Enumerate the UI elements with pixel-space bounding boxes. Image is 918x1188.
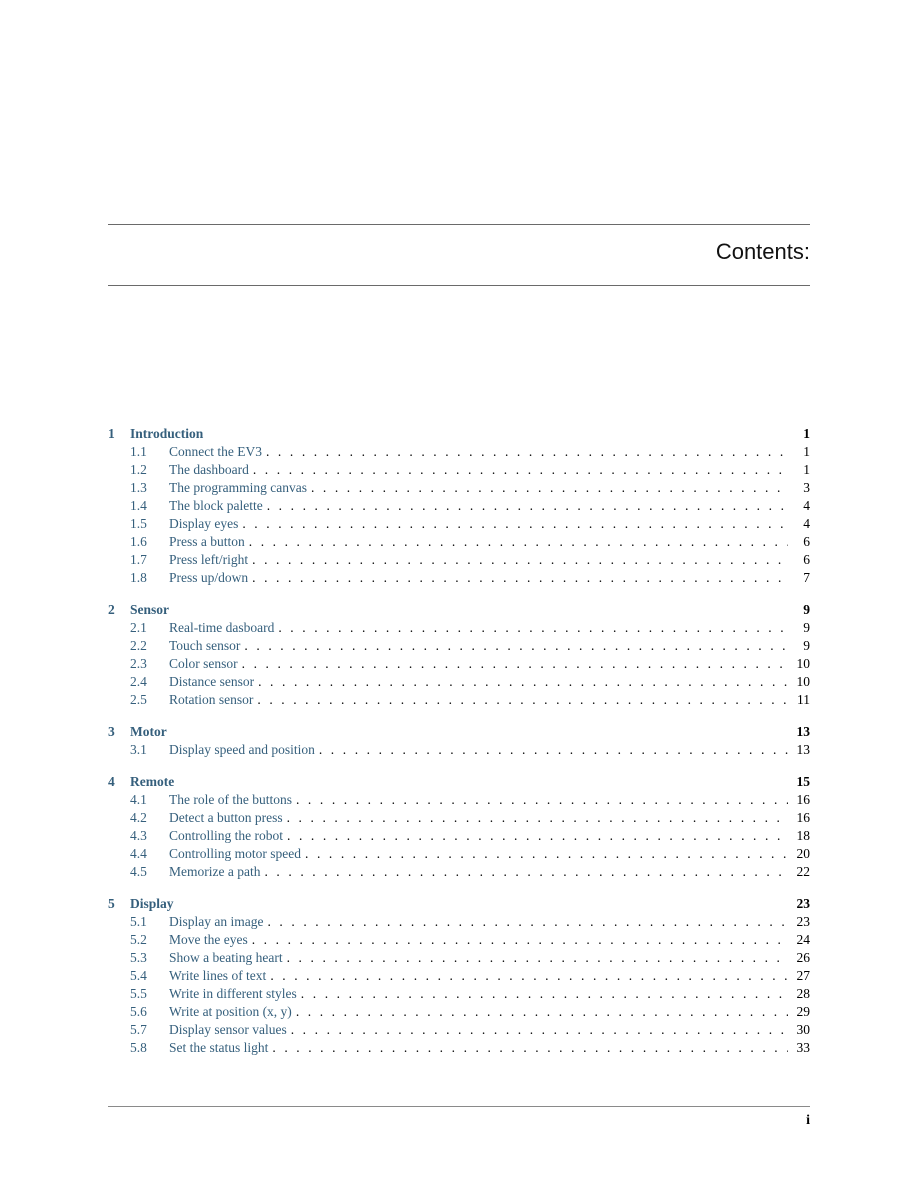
chapter-number[interactable]: 3 [108, 724, 115, 739]
toc-section-entry[interactable] [108, 673, 810, 691]
chapter-page-number: 13 [796, 724, 810, 739]
title-rule [108, 285, 810, 286]
section-number[interactable]: 2.1 [130, 620, 147, 635]
toc-section-entry[interactable] [108, 569, 810, 587]
toc-chapter [108, 425, 810, 587]
section-number[interactable]: 4.3 [130, 828, 147, 843]
section-title-link[interactable]: Color sensor [169, 655, 242, 673]
section-number[interactable]: 1.5 [130, 516, 147, 531]
toc-section-entry[interactable] [108, 497, 810, 515]
section-page-number: 30 [796, 1022, 810, 1037]
dot-leader [278, 619, 788, 637]
chapter-page-number: 23 [796, 896, 810, 911]
toc-section-entry[interactable] [108, 741, 810, 759]
toc-section-entry[interactable] [108, 1039, 810, 1057]
toc-chapter-entry[interactable] [108, 601, 810, 619]
section-page-number: 9 [803, 620, 810, 635]
toc-chapter [108, 773, 810, 881]
section-title-link[interactable]: Press a button [169, 533, 249, 551]
toc-section-entry[interactable] [108, 791, 810, 809]
section-number[interactable]: 2.2 [130, 638, 147, 653]
dot-leader [257, 691, 788, 709]
toc-section-entry[interactable] [108, 533, 810, 551]
section-title-link[interactable]: The role of the buttons [169, 791, 296, 809]
section-title-link[interactable]: Press left/right [169, 551, 252, 569]
chapter-page-number: 9 [803, 602, 810, 617]
toc-section-entry[interactable] [108, 619, 810, 637]
section-number[interactable]: 1.8 [130, 570, 147, 585]
section-number[interactable]: 2.5 [130, 692, 147, 707]
section-title-link[interactable]: Move the eyes [169, 931, 252, 949]
section-page-number: 18 [796, 828, 810, 843]
toc-section-entry[interactable] [108, 515, 810, 533]
section-page-number: 23 [796, 914, 810, 929]
toc-section-entry[interactable] [108, 809, 810, 827]
section-number[interactable]: 4.2 [130, 810, 147, 825]
section-page-number: 6 [803, 552, 810, 567]
toc-section-entry[interactable] [108, 637, 810, 655]
dot-leader [252, 931, 788, 949]
section-page-number: 10 [796, 674, 810, 689]
toc-section-entry[interactable] [108, 845, 810, 863]
section-title-link[interactable]: Touch sensor [169, 637, 244, 655]
section-title-link[interactable]: Show a beating heart [169, 949, 287, 967]
section-number[interactable]: 4.1 [130, 792, 147, 807]
section-page-number: 16 [796, 792, 810, 807]
section-number[interactable]: 2.3 [130, 656, 147, 671]
section-title-link[interactable]: Distance sensor [169, 673, 258, 691]
toc-chapter [108, 601, 810, 709]
dot-leader [252, 551, 788, 569]
dot-leader [291, 1021, 788, 1039]
toc-section-entry[interactable] [108, 913, 810, 931]
section-page-number: 16 [796, 810, 810, 825]
section-title-link[interactable]: Display sensor values [169, 1021, 291, 1039]
chapter-number[interactable]: 1 [108, 426, 115, 441]
section-page-number: 9 [803, 638, 810, 653]
chapter-number[interactable]: 5 [108, 896, 115, 911]
section-page-number: 27 [796, 968, 810, 983]
toc-section-entry[interactable] [108, 655, 810, 673]
section-page-number: 28 [796, 986, 810, 1001]
dot-leader [242, 515, 788, 533]
dot-leader [264, 863, 788, 881]
section-number[interactable]: 5.2 [130, 932, 147, 947]
toc-section-entry[interactable] [108, 863, 810, 881]
dot-leader [267, 497, 788, 515]
section-page-number: 1 [803, 444, 810, 459]
page-title: Contents: [715, 239, 810, 264]
document-page [108, 0, 810, 1188]
section-number[interactable]: 3.1 [130, 742, 147, 757]
chapter-title-link[interactable]: Display [130, 896, 174, 911]
dot-leader [311, 479, 788, 497]
toc-chapter-entry[interactable] [108, 425, 810, 443]
dot-leader [287, 949, 788, 967]
section-page-number: 11 [797, 692, 810, 707]
section-title-link[interactable]: The programming canvas [169, 479, 311, 497]
section-number[interactable]: 5.5 [130, 986, 147, 1001]
toc-section-entry[interactable] [108, 931, 810, 949]
dot-leader [258, 673, 788, 691]
section-title-link[interactable]: Set the status light [169, 1039, 272, 1057]
section-title-link[interactable]: Write at position (x, y) [169, 1003, 296, 1021]
section-page-number: 33 [796, 1040, 810, 1055]
toc-section-entry[interactable] [108, 691, 810, 709]
section-title-link[interactable]: Connect the EV3 [169, 443, 266, 461]
chapter-number[interactable]: 2 [108, 602, 115, 617]
section-number[interactable]: 5.7 [130, 1022, 147, 1037]
dot-leader [287, 809, 788, 827]
toc-chapter-entry[interactable] [108, 773, 810, 791]
section-title-link[interactable]: Display an image [169, 913, 267, 931]
toc-section-entry[interactable] [108, 1003, 810, 1021]
dot-leader [272, 1039, 788, 1057]
chapter-page-number: 15 [796, 774, 810, 789]
section-page-number: 3 [803, 480, 810, 495]
section-page-number: 26 [796, 950, 810, 965]
section-number[interactable]: 5.1 [130, 914, 147, 929]
section-number[interactable]: 4.4 [130, 846, 147, 861]
section-number[interactable]: 1.7 [130, 552, 147, 567]
dot-leader [242, 655, 788, 673]
section-number[interactable]: 1.6 [130, 534, 147, 549]
section-page-number: 1 [803, 462, 810, 477]
dot-leader [305, 845, 788, 863]
dot-leader [267, 913, 788, 931]
chapter-number[interactable]: 4 [108, 774, 115, 789]
section-number[interactable]: 5.3 [130, 950, 147, 965]
section-title-link[interactable]: Real-time dasboard [169, 619, 278, 637]
section-number[interactable]: 2.4 [130, 674, 147, 689]
chapter-title-link[interactable]: Remote [130, 774, 175, 789]
section-number[interactable]: 5.4 [130, 968, 147, 983]
toc-section-entry[interactable] [108, 551, 810, 569]
dot-leader [249, 533, 788, 551]
section-title-link[interactable]: Display eyes [169, 515, 242, 533]
chapter-title-link[interactable]: Sensor [130, 602, 170, 617]
toc-section-entry[interactable] [108, 967, 810, 985]
section-page-number: 10 [796, 656, 810, 671]
section-number[interactable]: 1.4 [130, 498, 147, 513]
section-title-link[interactable]: Rotation sensor [169, 691, 257, 709]
dot-leader [296, 791, 788, 809]
dot-leader [301, 985, 788, 1003]
table-of-contents [108, 425, 810, 1071]
section-page-number: 4 [803, 516, 810, 531]
section-number[interactable]: 1.2 [130, 462, 147, 477]
dot-leader [252, 569, 788, 587]
section-title-link[interactable]: The block palette [169, 497, 267, 515]
dot-leader [319, 741, 788, 759]
section-page-number: 20 [796, 846, 810, 861]
toc-section-entry[interactable] [108, 985, 810, 1003]
section-number[interactable]: 1.3 [130, 480, 147, 495]
toc-chapter [108, 723, 810, 759]
section-title-link[interactable]: Display speed and position [169, 741, 319, 759]
toc-section-entry[interactable] [108, 827, 810, 845]
section-title-link[interactable]: Memorize a path [169, 863, 264, 881]
section-title-link[interactable]: The dashboard [169, 461, 253, 479]
toc-section-entry[interactable] [108, 949, 810, 967]
section-page-number: 7 [803, 570, 810, 585]
section-number[interactable]: 5.6 [130, 1004, 147, 1019]
chapter-page-number: 1 [803, 426, 810, 441]
dot-leader [244, 637, 788, 655]
toc-chapter [108, 895, 810, 1057]
dot-leader [296, 1003, 788, 1021]
toc-section-entry[interactable] [108, 461, 810, 479]
section-page-number: 24 [796, 932, 810, 947]
section-number[interactable]: 4.5 [130, 864, 147, 879]
toc-section-entry[interactable] [108, 1021, 810, 1039]
toc-section-entry[interactable] [108, 479, 810, 497]
section-page-number: 22 [796, 864, 810, 879]
footer-rule [108, 1106, 810, 1107]
section-title-link[interactable]: Controlling motor speed [169, 845, 305, 863]
toc-chapter-entry[interactable] [108, 895, 810, 913]
section-page-number: 29 [796, 1004, 810, 1019]
section-page-number: 4 [803, 498, 810, 513]
dot-leader [270, 967, 788, 985]
section-title-link[interactable]: Write in different styles [169, 985, 301, 1003]
section-title-link[interactable]: Write lines of text [169, 967, 270, 985]
section-title-link[interactable]: Press up/down [169, 569, 252, 587]
chapter-title-link[interactable]: Introduction [130, 426, 204, 441]
toc-chapter-entry[interactable] [108, 723, 810, 741]
chapter-title-link[interactable]: Motor [130, 724, 167, 739]
dot-leader [253, 461, 788, 479]
section-page-number: 6 [803, 534, 810, 549]
section-title-link[interactable]: Controlling the robot [169, 827, 287, 845]
section-number[interactable]: 5.8 [130, 1040, 147, 1055]
section-title-link[interactable]: Detect a button press [169, 809, 287, 827]
section-number[interactable]: 1.1 [130, 444, 147, 459]
toc-section-entry[interactable] [108, 443, 810, 461]
dot-leader [266, 443, 788, 461]
top-rule [108, 224, 810, 225]
dot-leader [287, 827, 788, 845]
section-page-number: 13 [796, 742, 810, 757]
page-number: i [806, 1113, 810, 1128]
